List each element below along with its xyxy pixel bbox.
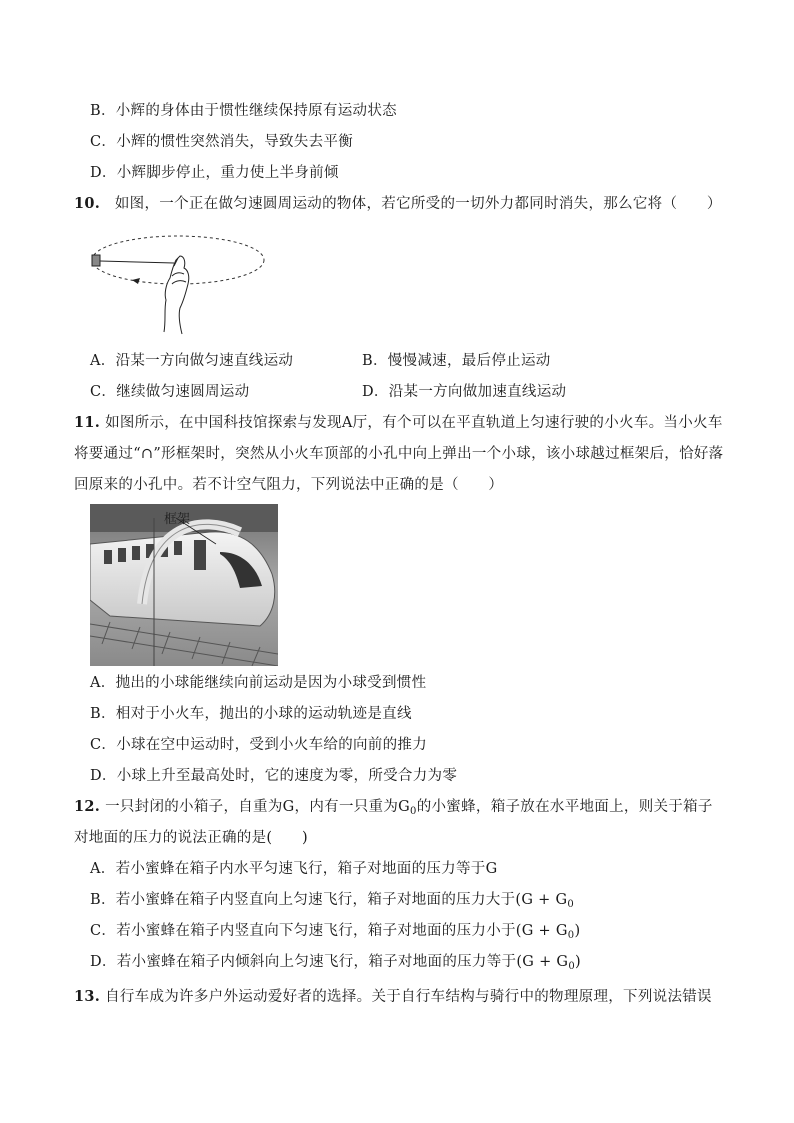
q10-number: 10. [74,195,101,212]
q10-stem-text: 如图，一个正在做匀速圆周运动的物体，若它所受的一切外力都同时消失，那么它将（ ） [114,196,722,212]
q12-stem-line-1 [74,797,713,822]
rotating-object [92,255,100,266]
q11-stem-line-2: 将要通过“∩”形框架时，突然从小火车顶部的小孔中向上弹出一个小球，该小球越过框架后，恰好落 [74,446,724,462]
q12-option-d-formula: (G + G [516,954,569,970]
q10-option-c: C．继续做匀速圆周运动 [90,384,250,400]
q12-option-d-sub: 0 [568,961,575,972]
q9-option-c: C．小辉的惯性突然消失，导致失去平衡 [90,134,353,150]
q11-stem-text-1: 如图所示，在中国科技馆探索与发现A厅，有个可以在平直轨道上匀速行驶的小火车。当小火车 [105,415,723,431]
q12-option-b-sub: 0 [567,899,575,910]
q11-number: 11. [74,414,101,431]
q9-option-b: B．小辉的身体由于惯性继续保持原有运动状态 [90,103,397,119]
q12-option-c-sub: 0 [567,930,575,941]
circular-motion-figure [86,228,266,340]
q12-stem-line-2: 对地面的压力的说法正确的是( ) [74,830,308,846]
q11-stem-line-3: 回原来的小孔中。若不计空气阻力，下列说法中正确的是（ ） [74,477,504,493]
q12-stem-a: 一只封闭的小箱子，自重为G，内有一只重为G [105,799,411,815]
q13-number: 13. [74,988,101,1005]
q10-stem [74,194,722,214]
q12-stem-b: 的小蜜蜂，箱子放在水平地面上，则关于箱子 [416,799,713,815]
q13-stem-text: 自行车成为许多户外运动爱好者的选择。关于自行车结构与骑行中的物理原理，下列说法错误 [105,989,712,1005]
q11-option-b: B．相对于小火车，抛出的小球的运动轨迹是直线 [90,706,412,722]
q12-option-a-text: A．若小蜜蜂在箱子内水平匀速飞行，箱子对地面的压力等于G [90,861,498,877]
train-photo [90,504,278,666]
q9-option-d: D．小辉脚步停止，重力使上半身前倾 [90,165,339,181]
string-line [100,261,174,263]
frame-label: 框架 [164,512,191,527]
q12-stem-sub: 0 [410,806,417,817]
q12-option-b-text: B．若小蜜蜂在箱子内竖直向上匀速飞行，箱子对地面的压力大于 [90,892,516,908]
q12-number: 12. [74,798,101,815]
q10-option-d: D．沿某一方向做加速直线运动 [362,384,567,400]
q12-option-c-close: ) [574,923,581,939]
q10-option-a: A．沿某一方向做匀速直线运动 [90,353,294,369]
q12-option-d [90,952,581,977]
q11-option-a: A．抛出的小球能继续向前运动是因为小球受到惯性 [90,675,427,691]
hand-icon [164,256,189,334]
q12-option-a [90,859,497,879]
q11-option-c: C．小球在空中运动时，受到小火车给的向前的推力 [90,737,427,753]
q12-option-c [90,921,580,946]
direction-arrow-icon [132,278,140,284]
q12-option-c-text: C．若小蜜蜂在箱子内竖直向下匀速飞行，箱子对地面的压力小于 [90,923,516,939]
q11-option-d: D．小球上升至最高处时，它的速度为零，所受合力为零 [90,768,458,784]
q12-option-b-formula: (G + G [515,892,568,908]
q13-stem [74,987,712,1007]
q12-option-d-close: ) [575,954,581,970]
q12-option-d-text: D．若小蜜蜂在箱子内倾斜向上匀速飞行，箱子对地面的压力等于 [90,954,517,970]
q11-stem-line-1 [74,413,723,433]
q12-option-b [90,890,574,915]
q12-option-c-formula: (G + G [515,923,568,939]
q10-option-b: B．慢慢减速，最后停止运动 [362,353,551,369]
